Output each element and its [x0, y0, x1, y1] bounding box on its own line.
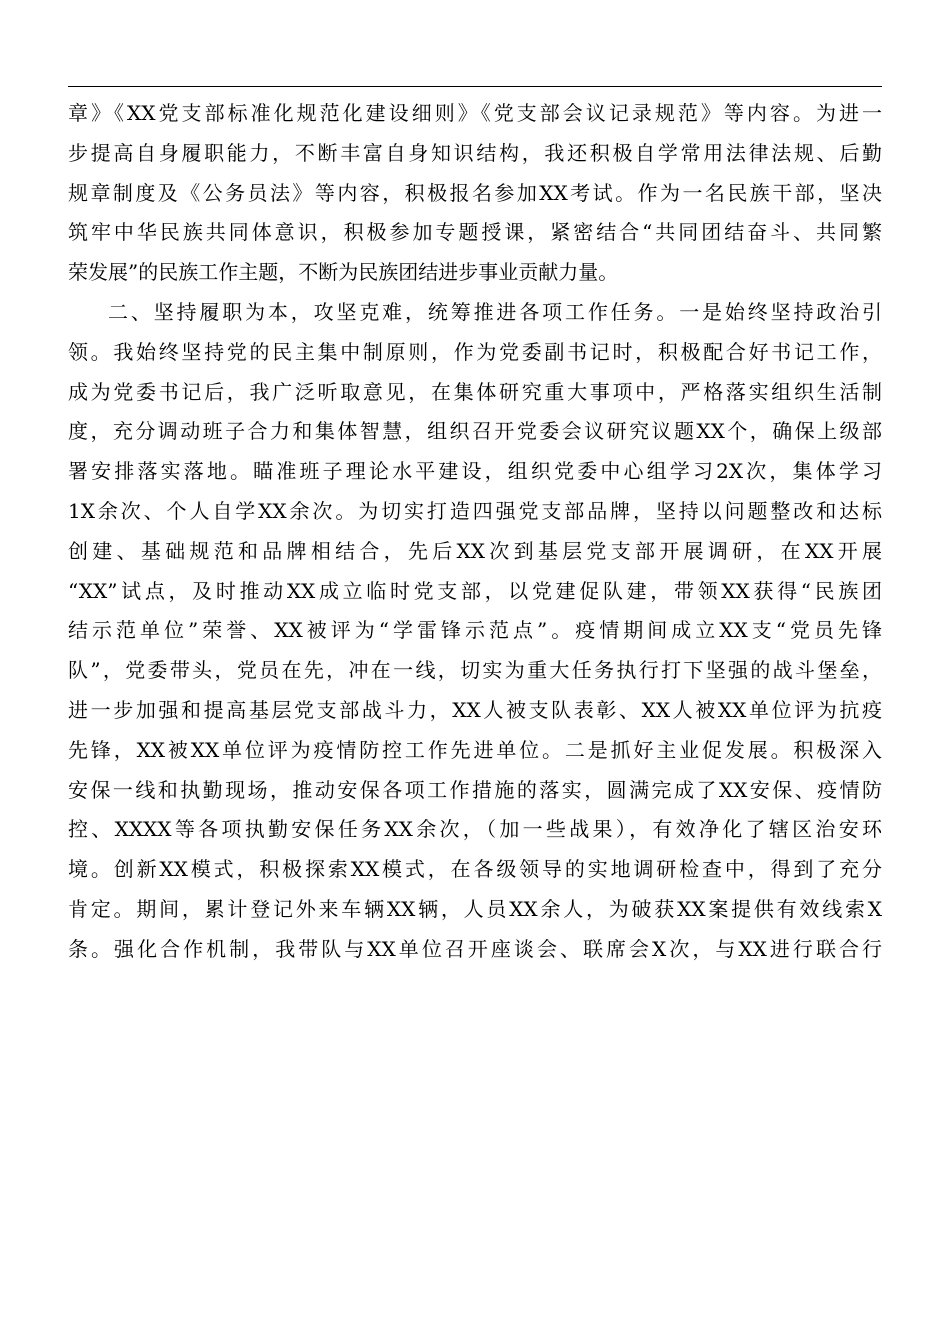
- text-line: 度，充分调动班子合力和集体智慧，组织召开党委会议研究议题XX个，确保上级部: [68, 419, 882, 444]
- text-line: 署安排落实落地。瞄准班子理论水平建设，组织党委中心组学习2X次，集体学习: [68, 459, 882, 484]
- text-line: 进一步加强和提高基层党支部战斗力，XX人被支队表彰、XX人被XX单位评为抗疫: [68, 697, 882, 722]
- text-line: 结示范单位”荣誉、XX被评为“学雷锋示范点”。疫情期间成立XX支“党员先锋: [68, 618, 882, 643]
- text-line: 筑牢中华民族共同体意识，积极参加专题授课，紧密结合“共同团结奋斗、共同繁: [68, 220, 882, 245]
- text-line: 安保一线和执勤现场，推动安保各项工作措施的落实，圆满完成了XX安保、疫情防: [68, 777, 882, 802]
- header-rule: [68, 86, 882, 87]
- text-line: 章》《XX党支部标准化规范化建设细则》《党支部会议记录规范》等内容。为进一: [68, 101, 882, 125]
- text-line: 先锋，XX被XX单位评为疫情防控工作先进单位。二是抓好主业促发展。积极深入: [68, 737, 882, 762]
- text-line: “XX”试点，及时推动XX成立临时党支部，以党建促队建，带领XX获得“民族团: [68, 578, 882, 603]
- text-line: 成为党委书记后，我广泛听取意见，在集体研究重大事项中，严格落实组织生活制: [68, 379, 882, 404]
- text-line: 规章制度及《公务员法》等内容，积极报名参加XX考试。作为一名民族干部，坚决: [68, 180, 882, 205]
- text-line: 荣发展”的民族工作主题，不断为民族团结进步事业贡献力量。: [68, 260, 619, 285]
- text-line: 队”，党委带头，党员在先，冲在一线，切实为重大任务执行打下坚强的战斗堡垒，: [68, 658, 882, 683]
- text-line: 1X余次、个人自学XX余次。为切实打造四强党支部品牌，坚持以问题整改和达标: [68, 498, 882, 523]
- text-line: 肯定。期间，累计登记外来车辆XX辆，人员XX余人，为破获XX案提供有效线索X: [68, 896, 882, 921]
- text-line: 步提高自身履职能力，不断丰富自身知识结构，我还积极自学常用法律法规、后勤: [68, 140, 882, 165]
- document-body: [68, 94, 882, 970]
- text-line: 创建、基础规范和品牌相结合，先后XX次到基层党支部开展调研，在XX开展: [68, 538, 882, 563]
- text-line: 控、XXXX等各项执勤安保任务XX余次，（加一些战果），有效净化了辖区治安环: [68, 817, 882, 842]
- text-line: 条。强化合作机制，我带队与XX单位召开座谈会、联席会X次，与XX进行联合行: [68, 936, 882, 961]
- text-line: 二、坚持履职为本，攻坚克难，统筹推进各项工作任务。一是始终坚持政治引: [108, 299, 882, 324]
- text-line: 境。创新XX模式，积极探索XX模式，在各级领导的实地调研检查中，得到了充分: [68, 857, 882, 882]
- text-line: 领。我始终坚持党的民主集中制原则，作为党委副书记时，积极配合好书记工作，: [68, 339, 882, 364]
